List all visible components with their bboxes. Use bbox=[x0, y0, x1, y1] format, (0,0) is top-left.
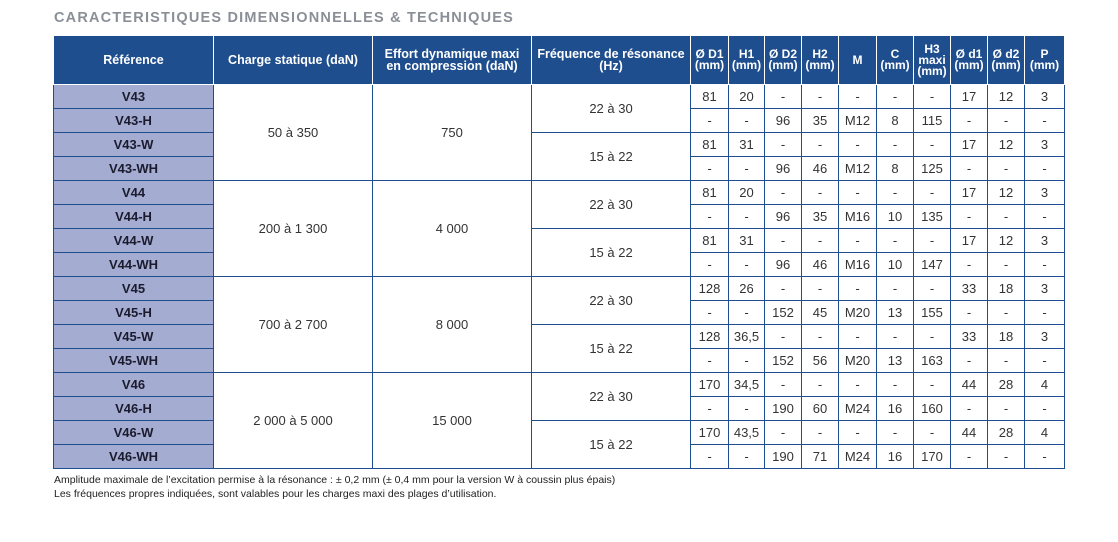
cell-small-d2: 18 bbox=[988, 325, 1025, 349]
table-body bbox=[54, 85, 1065, 469]
reference-cell: V43-W bbox=[54, 133, 214, 157]
cell-p: 4 bbox=[1025, 421, 1065, 445]
cell-m: - bbox=[839, 181, 877, 205]
cell-m: M24 bbox=[839, 397, 877, 421]
cell-h2: 60 bbox=[802, 397, 839, 421]
cell-h1: 36,5 bbox=[729, 325, 765, 349]
cell-h1: - bbox=[729, 301, 765, 325]
cell-h1: - bbox=[729, 109, 765, 133]
cell-d1: - bbox=[691, 205, 729, 229]
cell-d2: - bbox=[765, 229, 802, 253]
header-h1 bbox=[729, 36, 765, 85]
cell-c: - bbox=[877, 421, 914, 445]
header-d1-line1: Ø D1 bbox=[695, 47, 724, 61]
reference-cell: V45-W bbox=[54, 325, 214, 349]
reference-cell: V46-WH bbox=[54, 445, 214, 469]
cell-p: - bbox=[1025, 253, 1065, 277]
cell-h2: - bbox=[802, 85, 839, 109]
cell-small-d2: 28 bbox=[988, 373, 1025, 397]
header-row bbox=[54, 36, 1065, 85]
header-h3-line3: (mm) bbox=[917, 63, 947, 78]
header-effort-line1: Effort dynamique maxi bbox=[384, 47, 520, 61]
cell-p: - bbox=[1025, 205, 1065, 229]
cell-m: - bbox=[839, 85, 877, 109]
cell-small-d2: 12 bbox=[988, 229, 1025, 253]
cell-p: - bbox=[1025, 157, 1065, 181]
effort-cell: 15 000 bbox=[373, 373, 532, 469]
table-row bbox=[54, 421, 1065, 445]
cell-small-d2: - bbox=[988, 109, 1025, 133]
header-small-d2-line2: (mm) bbox=[991, 58, 1021, 72]
charge-cell: 700 à 2 700 bbox=[214, 277, 373, 373]
cell-c: 13 bbox=[877, 301, 914, 325]
cell-small-d1: - bbox=[951, 109, 988, 133]
cell-small-d1: 33 bbox=[951, 325, 988, 349]
cell-h2: 46 bbox=[802, 253, 839, 277]
cell-d1: 170 bbox=[691, 421, 729, 445]
header-c bbox=[877, 36, 914, 85]
header-small-d1-line1: Ø d1 bbox=[955, 47, 983, 61]
reference-cell: V43-WH bbox=[54, 157, 214, 181]
cell-d1: - bbox=[691, 157, 729, 181]
cell-small-d1: 44 bbox=[951, 421, 988, 445]
cell-m: M12 bbox=[839, 109, 877, 133]
cell-small-d2: 12 bbox=[988, 181, 1025, 205]
cell-h3: - bbox=[914, 181, 951, 205]
cell-m: - bbox=[839, 133, 877, 157]
cell-c: 16 bbox=[877, 397, 914, 421]
cell-d1: 81 bbox=[691, 181, 729, 205]
reference-cell: V46-W bbox=[54, 421, 214, 445]
cell-h2: - bbox=[802, 373, 839, 397]
table-row bbox=[54, 373, 1065, 397]
cell-d1: 170 bbox=[691, 373, 729, 397]
cell-m: M16 bbox=[839, 205, 877, 229]
header-p-line1: P bbox=[1040, 47, 1049, 61]
footnotes bbox=[54, 474, 615, 501]
effort-cell: 4 000 bbox=[373, 181, 532, 277]
charge-cell: 200 à 1 300 bbox=[214, 181, 373, 277]
cell-c: 10 bbox=[877, 253, 914, 277]
reference-cell: V44-H bbox=[54, 205, 214, 229]
cell-h1: 26 bbox=[729, 277, 765, 301]
cell-d1: - bbox=[691, 445, 729, 469]
cell-h2: 35 bbox=[802, 109, 839, 133]
cell-h3: - bbox=[914, 373, 951, 397]
cell-c: 16 bbox=[877, 445, 914, 469]
cell-p: - bbox=[1025, 109, 1065, 133]
cell-p: - bbox=[1025, 445, 1065, 469]
cell-small-d1: 44 bbox=[951, 373, 988, 397]
cell-small-d2: 12 bbox=[988, 133, 1025, 157]
cell-p: - bbox=[1025, 397, 1065, 421]
cell-h2: 35 bbox=[802, 205, 839, 229]
cell-d1: - bbox=[691, 349, 729, 373]
cell-small-d2: - bbox=[988, 445, 1025, 469]
cell-c: - bbox=[877, 133, 914, 157]
cell-h3: 125 bbox=[914, 157, 951, 181]
header-small-d2-line1: Ø d2 bbox=[992, 47, 1020, 61]
header-h2-line1: H2 bbox=[812, 47, 828, 61]
cell-h3: 135 bbox=[914, 205, 951, 229]
charge-cell: 50 à 350 bbox=[214, 85, 373, 181]
spec-table bbox=[53, 35, 1065, 469]
cell-d1: 128 bbox=[691, 277, 729, 301]
header-frequency-line1: Fréquence de résonance bbox=[537, 47, 685, 61]
header-h1-line2: (mm) bbox=[731, 58, 762, 72]
cell-small-d2: 28 bbox=[988, 421, 1025, 445]
charge-cell: 2 000 à 5 000 bbox=[214, 373, 373, 469]
cell-small-d1: - bbox=[951, 445, 988, 469]
cell-small-d2: 12 bbox=[988, 85, 1025, 109]
cell-m: - bbox=[839, 229, 877, 253]
cell-p: 3 bbox=[1025, 229, 1065, 253]
cell-c: - bbox=[877, 229, 914, 253]
frequency-cell: 22 à 30 bbox=[532, 277, 691, 325]
cell-c: - bbox=[877, 277, 914, 301]
cell-c: 13 bbox=[877, 349, 914, 373]
header-c-line1: C bbox=[890, 47, 900, 61]
cell-d2: 96 bbox=[765, 205, 802, 229]
section-title: CARACTERISTIQUES DIMENSIONNELLES & TECHNIQUES bbox=[54, 10, 515, 26]
frequency-cell: 15 à 22 bbox=[532, 325, 691, 373]
cell-c: 8 bbox=[877, 109, 914, 133]
header-h3-line1: H3 bbox=[924, 41, 940, 56]
cell-p: 3 bbox=[1025, 277, 1065, 301]
header-charge: Charge statique (daN) bbox=[214, 36, 373, 85]
cell-d2: 152 bbox=[765, 349, 802, 373]
cell-d2: - bbox=[765, 373, 802, 397]
header-h3-line2: maxi bbox=[918, 52, 946, 67]
cell-h2: - bbox=[802, 325, 839, 349]
header-h2 bbox=[802, 36, 839, 85]
cell-h2: 45 bbox=[802, 301, 839, 325]
cell-small-d1: - bbox=[951, 253, 988, 277]
cell-h1: 20 bbox=[729, 181, 765, 205]
cell-h2: 56 bbox=[802, 349, 839, 373]
cell-m: - bbox=[839, 421, 877, 445]
table-row bbox=[54, 181, 1065, 205]
cell-h3: - bbox=[914, 229, 951, 253]
frequency-cell: 22 à 30 bbox=[532, 181, 691, 229]
cell-h3: - bbox=[914, 325, 951, 349]
header-m: M bbox=[839, 36, 877, 85]
cell-p: 3 bbox=[1025, 325, 1065, 349]
header-d2 bbox=[765, 36, 802, 85]
cell-p: 3 bbox=[1025, 85, 1065, 109]
cell-h3: 115 bbox=[914, 109, 951, 133]
cell-c: - bbox=[877, 181, 914, 205]
header-h3 bbox=[914, 36, 951, 85]
cell-c: - bbox=[877, 85, 914, 109]
reference-cell: V45-H bbox=[54, 301, 214, 325]
header-effort bbox=[373, 36, 532, 85]
cell-d2: - bbox=[765, 181, 802, 205]
cell-m: M24 bbox=[839, 445, 877, 469]
reference-cell: V43 bbox=[54, 85, 214, 109]
cell-d1: 81 bbox=[691, 133, 729, 157]
cell-m: - bbox=[839, 325, 877, 349]
cell-small-d1: 17 bbox=[951, 85, 988, 109]
reference-cell: V44 bbox=[54, 181, 214, 205]
table-row bbox=[54, 325, 1065, 349]
header-frequency-line2: (Hz) bbox=[599, 59, 623, 73]
header-p bbox=[1025, 36, 1065, 85]
cell-small-d1: 17 bbox=[951, 229, 988, 253]
cell-d2: - bbox=[765, 277, 802, 301]
cell-small-d2: - bbox=[988, 253, 1025, 277]
header-small-d1 bbox=[951, 36, 988, 85]
header-reference: Référence bbox=[54, 36, 214, 85]
cell-m: - bbox=[839, 277, 877, 301]
cell-d1: - bbox=[691, 397, 729, 421]
cell-d1: - bbox=[691, 253, 729, 277]
cell-d2: 190 bbox=[765, 445, 802, 469]
cell-m: M12 bbox=[839, 157, 877, 181]
header-d1 bbox=[691, 36, 729, 85]
cell-h1: 43,5 bbox=[729, 421, 765, 445]
table-row bbox=[54, 133, 1065, 157]
cell-m: M20 bbox=[839, 349, 877, 373]
cell-small-d1: - bbox=[951, 205, 988, 229]
table-row bbox=[54, 85, 1065, 109]
header-small-d1-line2: (mm) bbox=[954, 58, 984, 72]
cell-p: 3 bbox=[1025, 181, 1065, 205]
cell-small-d2: - bbox=[988, 157, 1025, 181]
header-c-line2: (mm) bbox=[880, 58, 910, 72]
cell-m: M16 bbox=[839, 253, 877, 277]
cell-h2: 46 bbox=[802, 157, 839, 181]
cell-d1: - bbox=[691, 109, 729, 133]
header-d1-line2: (mm) bbox=[694, 58, 725, 72]
header-effort-line2: en compression (daN) bbox=[386, 59, 518, 73]
cell-c: 10 bbox=[877, 205, 914, 229]
cell-small-d1: - bbox=[951, 301, 988, 325]
cell-m: - bbox=[839, 373, 877, 397]
cell-h1: - bbox=[729, 205, 765, 229]
cell-d2: 96 bbox=[765, 109, 802, 133]
cell-h1: - bbox=[729, 157, 765, 181]
cell-h3: 160 bbox=[914, 397, 951, 421]
cell-d2: 96 bbox=[765, 157, 802, 181]
header-frequency bbox=[532, 36, 691, 85]
header-h1-line1: H1 bbox=[738, 47, 755, 61]
cell-small-d2: - bbox=[988, 301, 1025, 325]
cell-h2: - bbox=[802, 421, 839, 445]
header-p-line2: (mm) bbox=[1029, 58, 1060, 72]
header-h2-line2: (mm) bbox=[805, 58, 835, 72]
footnote-amplitude: Amplitude maximale de l’excitation permise à la résonance : ± 0,2 mm (± 0,4 mm pour la version W à coussin plus épais) bbox=[54, 474, 616, 486]
header-small-d2 bbox=[988, 36, 1025, 85]
cell-h3: - bbox=[914, 277, 951, 301]
cell-small-d2: - bbox=[988, 397, 1025, 421]
cell-small-d1: - bbox=[951, 397, 988, 421]
cell-d1: 81 bbox=[691, 229, 729, 253]
table-row bbox=[54, 277, 1065, 301]
cell-h1: - bbox=[729, 253, 765, 277]
cell-d2: 190 bbox=[765, 397, 802, 421]
header-d2-line1: Ø D2 bbox=[768, 47, 797, 61]
frequency-cell: 15 à 22 bbox=[532, 229, 691, 277]
cell-d2: - bbox=[765, 421, 802, 445]
frequency-cell: 15 à 22 bbox=[532, 133, 691, 181]
cell-d2: - bbox=[765, 133, 802, 157]
reference-cell: V43-H bbox=[54, 109, 214, 133]
cell-p: - bbox=[1025, 301, 1065, 325]
cell-small-d1: - bbox=[951, 349, 988, 373]
reference-cell: V45 bbox=[54, 277, 214, 301]
cell-h1: - bbox=[729, 445, 765, 469]
cell-h1: 31 bbox=[729, 133, 765, 157]
cell-h1: 34,5 bbox=[729, 373, 765, 397]
cell-p: - bbox=[1025, 349, 1065, 373]
effort-cell: 750 bbox=[373, 85, 532, 181]
cell-small-d1: 17 bbox=[951, 181, 988, 205]
cell-d2: 96 bbox=[765, 253, 802, 277]
cell-d1: 128 bbox=[691, 325, 729, 349]
reference-cell: V46 bbox=[54, 373, 214, 397]
cell-c: - bbox=[877, 325, 914, 349]
table-row bbox=[54, 229, 1065, 253]
cell-h2: 71 bbox=[802, 445, 839, 469]
cell-h2: - bbox=[802, 181, 839, 205]
cell-h3: 155 bbox=[914, 301, 951, 325]
cell-small-d1: 33 bbox=[951, 277, 988, 301]
footnote-frequencies: Les fréquences propres indiquées, sont valables pour les charges maxi des plages d’utilisation. bbox=[54, 487, 497, 500]
cell-small-d1: - bbox=[951, 157, 988, 181]
cell-h3: 170 bbox=[914, 445, 951, 469]
cell-d1: 81 bbox=[691, 85, 729, 109]
reference-cell: V44-WH bbox=[54, 253, 214, 277]
cell-d2: - bbox=[765, 85, 802, 109]
cell-h1: 31 bbox=[729, 229, 765, 253]
cell-h2: - bbox=[802, 229, 839, 253]
cell-c: 8 bbox=[877, 157, 914, 181]
cell-h3: - bbox=[914, 133, 951, 157]
cell-h1: 20 bbox=[729, 85, 765, 109]
cell-d2: - bbox=[765, 325, 802, 349]
frequency-cell: 15 à 22 bbox=[532, 421, 691, 469]
cell-h2: - bbox=[802, 277, 839, 301]
cell-small-d2: - bbox=[988, 349, 1025, 373]
cell-h1: - bbox=[729, 349, 765, 373]
cell-d1: - bbox=[691, 301, 729, 325]
cell-h3: 147 bbox=[914, 253, 951, 277]
cell-h3: - bbox=[914, 421, 951, 445]
reference-cell: V45-WH bbox=[54, 349, 214, 373]
reference-cell: V44-W bbox=[54, 229, 214, 253]
cell-p: 4 bbox=[1025, 373, 1065, 397]
cell-h3: 163 bbox=[914, 349, 951, 373]
cell-small-d2: - bbox=[988, 205, 1025, 229]
cell-p: 3 bbox=[1025, 133, 1065, 157]
cell-h3: - bbox=[914, 85, 951, 109]
cell-h1: - bbox=[729, 397, 765, 421]
cell-small-d1: 17 bbox=[951, 133, 988, 157]
cell-m: M20 bbox=[839, 301, 877, 325]
effort-cell: 8 000 bbox=[373, 277, 532, 373]
cell-small-d2: 18 bbox=[988, 277, 1025, 301]
cell-c: - bbox=[877, 373, 914, 397]
frequency-cell: 22 à 30 bbox=[532, 373, 691, 421]
cell-d2: 152 bbox=[765, 301, 802, 325]
reference-cell: V46-H bbox=[54, 397, 214, 421]
frequency-cell: 22 à 30 bbox=[532, 85, 691, 133]
header-d2-line2: (mm) bbox=[768, 58, 798, 72]
cell-h2: - bbox=[802, 133, 839, 157]
